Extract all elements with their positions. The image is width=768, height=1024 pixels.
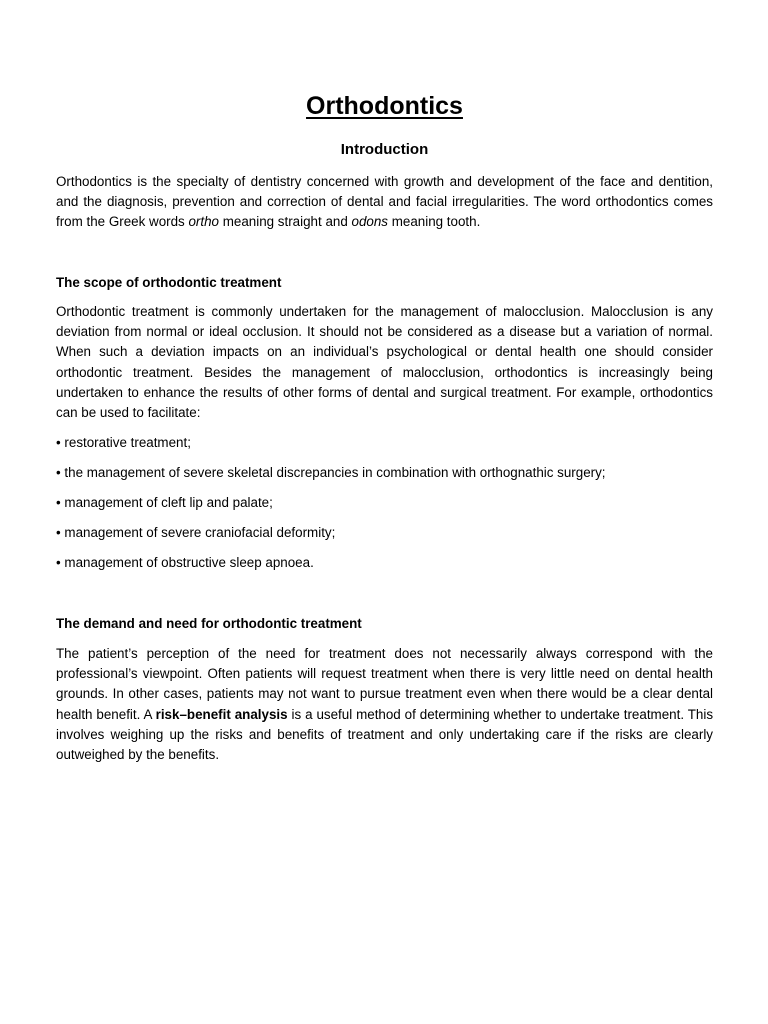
- demand-text-1: The patient’s perception of the need for treatment does not necessarily always correspond with the professional’s viewpoint. Often patients will request treatment when there is very little need on dental health grounds. In other cases, patients may not want to pursue treatment even when there would be a clear dental health benefit. A: [56, 646, 713, 722]
- scope-bullet-item: • management of severe craniofacial deformity;: [56, 525, 336, 540]
- demand-paragraph: [56, 644, 713, 765]
- intro-text-2: meaning straight and: [219, 214, 352, 230]
- intro-text-1: Orthodontics is the specialty of dentistry concerned with growth and development of the face and dentition, and the diagnosis, prevention and correction of dental and facial irregularities. The word orthodontics comes from the Greek words: [56, 174, 713, 230]
- section-title-introduction: Introduction: [340, 141, 429, 158]
- document-title-text: Orthodontics: [306, 92, 463, 120]
- scope-bullet-item: • management of obstructive sleep apnoea.: [56, 555, 314, 570]
- document-title: [56, 89, 713, 123]
- demand-text-2: is a useful method of determining whether to undertake treatment. This involves weighing up the risks and benefits of treatment and only undertaking care if the risks are clearly outweighed by the benefits.: [56, 706, 714, 763]
- demand-bold-risk-benefit: risk–benefit analysis: [155, 706, 288, 722]
- scope-bullet-item: • the management of severe skeletal discrepancies in combination with orthognathic surgery;: [56, 465, 606, 480]
- intro-italic-ortho: ortho: [188, 214, 219, 230]
- scope-paragraph: Orthodontic treatment is commonly undertaken for the management of malocclusion. Malocclusion is any deviation from normal or ideal occlusion. It should not be considered as a disease but a variation of normal. When such a deviation impacts on an individual’s psychological or dental health one should consider orthodontic treatment. Besides the management of malocclusion, orthodontics is increasingly being undertaken to enhance the results of other forms of dental and surgical treatment. For example, orthodontics can be used to facilitate:: [56, 304, 713, 421]
- demand-heading: The demand and need for orthodontic treatment: [56, 616, 362, 631]
- scope-heading: The scope of orthodontic treatment: [56, 275, 282, 290]
- scope-bullet-item: • restorative treatment;: [56, 435, 191, 450]
- scope-bullet-item: • management of cleft lip and palate;: [56, 495, 273, 510]
- intro-text-3: meaning tooth.: [388, 214, 481, 230]
- intro-italic-odons: odons: [351, 214, 388, 230]
- intro-paragraph: [56, 172, 713, 233]
